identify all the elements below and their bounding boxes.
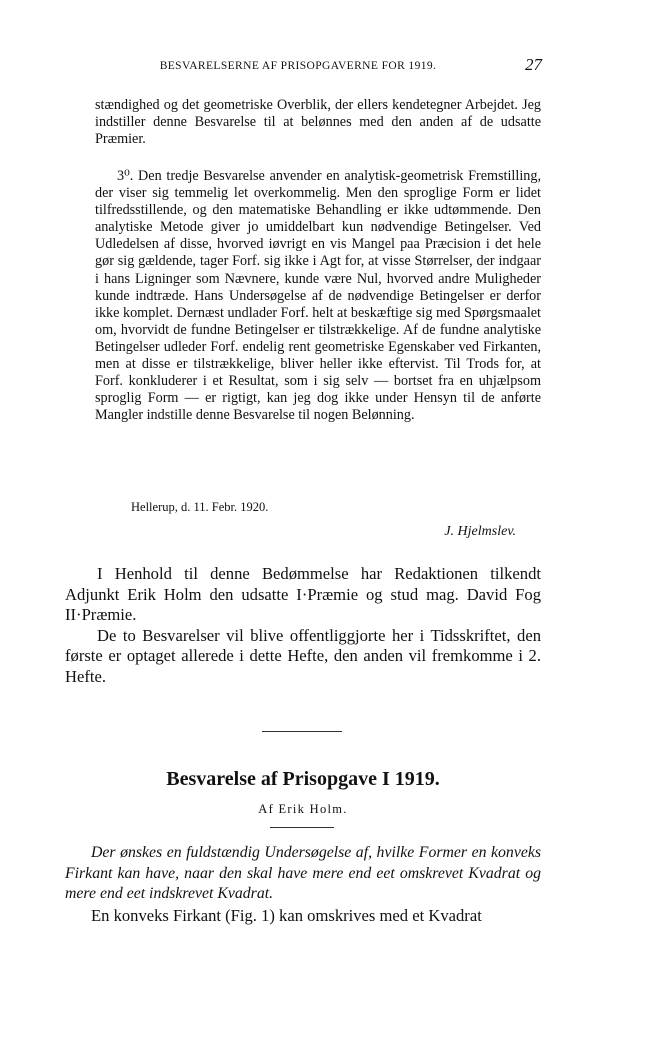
article-first-line: En konveks Firkant (Fig. 1) kan omskrives med et Kvadrat	[91, 906, 482, 925]
editorial-paragraph-1: I Henhold til denne Bedømmelse har Redaktionen tilkendt Adjunkt Erik Holm den udsatte I·Præmie og stud mag. David Fog II·Præmie.	[65, 564, 541, 625]
problem-statement: Der ønskes en fuldstændig Undersøgelse af, hvilke Former en konveks Firkant kan have, naar den skal have mere end eet omskrevet Kvadrat og mere end eet indskrevet Kvadrat.	[65, 844, 541, 902]
section-divider	[262, 731, 342, 732]
dateline: Hellerup, d. 11. Febr. 1920.	[131, 500, 269, 514]
editorial-block	[65, 564, 541, 688]
review-paragraph-1: stændighed og det geometriske Overblik, der ellers kendetegner Arbejdet. Jeg indstiller denne Besvarelse til at belønnes med den anden af de udsatte Præmier.	[95, 97, 541, 148]
review-paragraph-1-block	[95, 97, 541, 148]
title-divider	[270, 827, 334, 828]
review-paragraph-2: 3⁰. Den tredje Besvarelse anvender en analytisk-geometrisk Fremstilling, der viser sig temmelig let overkommelig. Men den sproglige Form er lidet tilfredsstillende, og den matematiske Behandling er ikke udtømmende. Den analytiske Metode giver jo umiddelbart kun nødvendige Betingelser. Ved Udledelsen af disse, hvorved iøvrigt en vis Mangel paa Præcision i det hele gør sig gældende, tager Forf. sig ikke i Agt for, at visse Størrelser, der indgaar i hans Ligninger som Nævnere, kunde være Nul, hvorved andre Muligheder kunde indtræde. Hans Undersøgelse af de nødvendige Betingelser er derfor ikke komplet. Dernæst undlader Forf. helt at beskæftige sig med Spørgsmaalet om, hvorvidt de fundne Betingelser er tilstrækkelige. Af de fundne analytiske Betingelser udleder Forf. endelig rent geometriske Egenskaber ved Firkanten, men at disse er tilstrækkelige, bliver heller ikke eftervist. Til Trods for, at Forf. konkluderer i et Resultat, som i sig selv — bortset fra en uhjælpsom sproglig Form — er rigtigt, kan jeg dog ikke under Hensyn til de anførte Mangler indstille denne Besvarelse til nogen Belønning.	[95, 168, 541, 424]
problem-statement-block	[65, 843, 541, 905]
running-header: BESVARELSERNE AF PRISOPGAVERNE FOR 1919.	[159, 60, 437, 72]
article-byline: Af Erik Holm.	[258, 802, 348, 816]
article-body	[65, 906, 541, 927]
editorial-paragraph-2: De to Besvarelser vil blive offentliggjorte her i Tidsskriftet, den første er optaget allerede i dette Hefte, den anden vil fremkomme i 2. Hefte.	[65, 625, 541, 686]
article-title: Besvarelse af Prisopgave I 1919.	[166, 768, 440, 790]
page-number: 27	[525, 55, 542, 74]
review-paragraph-2-block	[95, 168, 541, 424]
signature: J. Hjelmslev.	[444, 524, 516, 539]
